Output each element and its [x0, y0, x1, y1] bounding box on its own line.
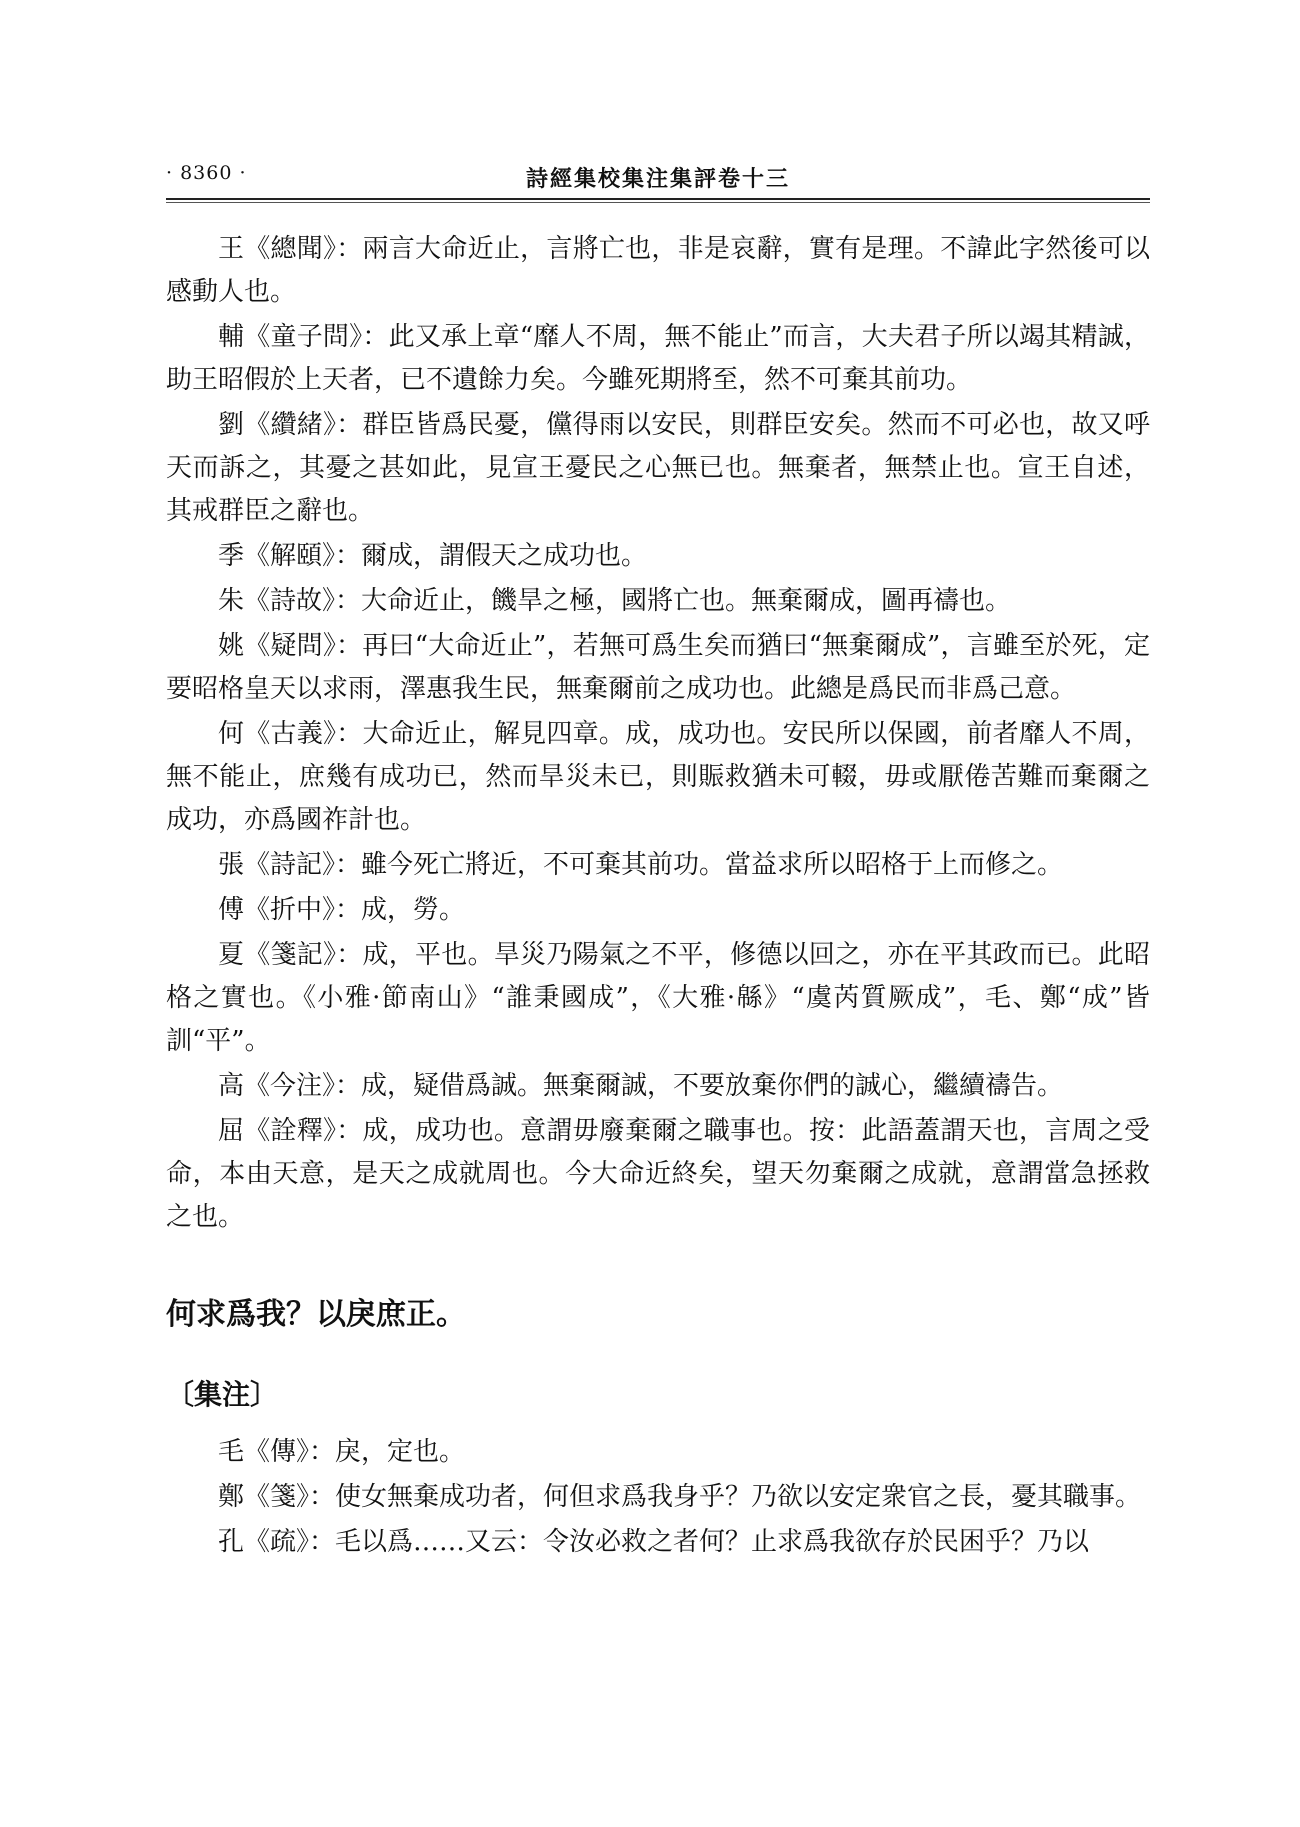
commentary-paragraph: 姚《疑問》：再曰“大命近止”，若無可爲生矣而猶曰“無棄爾成”，言雖至於死，定要昭格皇天以求雨，澤惠我生民，無棄爾前之成功也。此總是爲民而非爲己意。 [166, 631, 1150, 704]
running-title: 詩經集校集注集評卷十三 [525, 166, 790, 192]
commentary-paragraph: 夏《箋記》：成，平也。旱災乃陽氣之不平，修德以回之，亦在平其政而已。此昭格之實也。《小雅·節南山》“誰秉國成”，《大雅·緜》“虞芮質厥成”，毛、鄭“成”皆訓“平”。 [166, 940, 1150, 1056]
annotation-paragraph: 鄭《箋》：使女無棄成功者，何但求爲我身乎？乃欲以安定衆官之長，憂其職事。 [218, 1482, 1142, 1512]
commentary-paragraph: 劉《纘緒》：群臣皆爲民憂，儻得雨以安民，則群臣安矣。然而不可必也，故又呼天而訴之，其憂之甚如此，見宣王憂民之心無已也。無棄者，無禁止也。宣王自述，其戒群臣之辭也。 [166, 410, 1150, 526]
page-number: · 8360 · [166, 162, 247, 184]
commentary-paragraph: 季《解頤》：爾成，謂假天之成功也。 [218, 541, 648, 571]
commentary-paragraph: 張《詩記》：雖今死亡將近，不可棄其前功。當益求所以昭格于上而修之。 [218, 850, 1064, 880]
header-rule-thin [166, 202, 1150, 203]
verse-line: 何求爲我？以戾庶正。 [166, 1297, 466, 1332]
commentary-paragraph: 屈《詮釋》：成，成功也。意謂毋廢棄爾之職事也。按：此語蓋謂天也，言周之受命，本由天意，是天之成就周也。今大命近終矣，望天勿棄爾之成就，意謂當急拯救之也。 [166, 1116, 1150, 1232]
commentary-paragraph: 王《總聞》：兩言大命近止，言將亡也，非是哀辭，實有是理。不諱此字然後可以感動人也。 [166, 234, 1150, 307]
page-body [166, 228, 1150, 1566]
commentary-paragraph: 朱《詩故》：大命近止，饑旱之極，國將亡也。無棄爾成，圖再禱也。 [218, 586, 1012, 616]
commentary-paragraph: 傅《折中》：成，勞。 [218, 895, 466, 925]
page-header [166, 162, 1150, 192]
commentary-paragraph: 輔《童子問》：此又承上章“靡人不周，無不能止”而言，大夫君子所以竭其精誠，助王昭假於上天者，已不遺餘力矣。今雖死期將至，然不可棄其前功。 [166, 322, 1150, 395]
annotation-paragraph: 孔《疏》：毛以爲……又云：令汝必救之者何？止求爲我欲存於民困乎？乃以 [218, 1527, 1090, 1557]
header-rule [166, 198, 1150, 200]
section-heading: 〔集注〕 [166, 1378, 279, 1411]
annotation-paragraph: 毛《傳》：戾，定也。 [218, 1437, 466, 1467]
commentary-paragraph: 高《今注》：成，疑借爲誠。無棄爾誠，不要放棄你們的誠心，繼續禱告。 [218, 1071, 1064, 1101]
commentary-paragraph: 何《古義》：大命近止，解見四章。成，成功也。安民所以保國，前者靡人不周，無不能止，庶幾有成功已，然而旱災未已，則賑救猶未可輟，毋或厭倦苦難而棄爾之成功，亦爲國祚計也。 [166, 719, 1150, 835]
